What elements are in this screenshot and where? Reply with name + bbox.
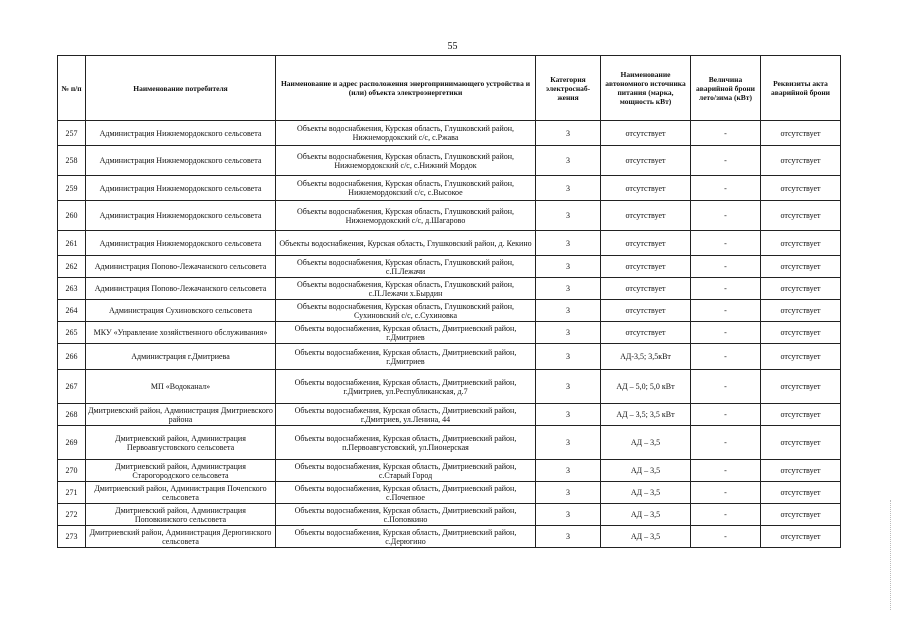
cell-consumer: Администрация Нижнемордокского сельсовета: [86, 121, 276, 146]
cell-category: 3: [536, 526, 601, 548]
cell-reserve: -: [691, 404, 761, 426]
header-reserve: Величина аварийной брони лето/зима (кВт): [691, 56, 761, 121]
cell-source: АД – 3,5: [601, 460, 691, 482]
cell-num: 261: [58, 231, 86, 256]
cell-reserve: -: [691, 344, 761, 370]
cell-act: отсутствует: [761, 404, 841, 426]
page-number: 55: [447, 41, 458, 52]
cell-object: Объекты водоснабжения, Курская область, Глушковский район, д. Кекино: [276, 231, 536, 256]
cell-act: отсутствует: [761, 370, 841, 404]
cell-consumer: Дмитриевский район, Администрация Первоавгустовского сельсовета: [86, 426, 276, 460]
cell-num: 263: [58, 278, 86, 300]
cell-reserve: -: [691, 426, 761, 460]
cell-source: отсутствует: [601, 322, 691, 344]
table-row: [58, 176, 841, 201]
cell-reserve: -: [691, 504, 761, 526]
table-row: [58, 482, 841, 504]
cell-consumer: Администрация Нижнемордокского сельсовета: [86, 231, 276, 256]
table-row: [58, 526, 841, 548]
cell-source: АД – 3,5: [601, 482, 691, 504]
cell-reserve: -: [691, 176, 761, 201]
cell-category: 3: [536, 404, 601, 426]
cell-num: 270: [58, 460, 86, 482]
cell-source: отсутствует: [601, 300, 691, 322]
cell-num: 262: [58, 256, 86, 278]
cell-category: 3: [536, 460, 601, 482]
table-row: [58, 460, 841, 482]
cell-num: 273: [58, 526, 86, 548]
cell-num: 269: [58, 426, 86, 460]
header-num: № п/п: [58, 56, 86, 121]
cell-act: отсутствует: [761, 504, 841, 526]
table-row: [58, 300, 841, 322]
cell-reserve: -: [691, 322, 761, 344]
cell-consumer: Дмитриевский район, Администрация Дмитриевского района: [86, 404, 276, 426]
cell-object: Объекты водоснабжения, Курская область, Дмитриевский район, г.Дмитриев: [276, 344, 536, 370]
cell-category: 3: [536, 370, 601, 404]
header-source: Наименование автономного источника питания (марка, мощность кВт): [601, 56, 691, 121]
cell-category: 3: [536, 231, 601, 256]
cell-reserve: -: [691, 201, 761, 231]
cell-reserve: -: [691, 146, 761, 176]
header-act: Реквизиты акта аварийной брони: [761, 56, 841, 121]
cell-act: отсутствует: [761, 256, 841, 278]
cell-category: 3: [536, 426, 601, 460]
table-row: [58, 256, 841, 278]
cell-category: 3: [536, 322, 601, 344]
cell-category: 3: [536, 278, 601, 300]
cell-consumer: Дмитриевский район, Администрация Старогородского сельсовета: [86, 460, 276, 482]
consumers-table: [57, 55, 841, 548]
table-header-row: [58, 56, 841, 121]
cell-reserve: -: [691, 300, 761, 322]
header-consumer: Наименование потребителя: [86, 56, 276, 121]
cell-object: Объекты водоснабжения, Курская область, Глушковский район, Нижнемордокский с/с, с.Нижний Мордок: [276, 146, 536, 176]
cell-act: отсутствует: [761, 482, 841, 504]
cell-consumer: Администрация Попово-Лежачанского сельсовета: [86, 256, 276, 278]
table-row: [58, 322, 841, 344]
header-object: Наименование и адрес расположения энергопринимающего устройства и (или) объекта электроэнергетики: [276, 56, 536, 121]
cell-num: 266: [58, 344, 86, 370]
cell-act: отсутствует: [761, 231, 841, 256]
cell-category: 3: [536, 201, 601, 231]
cell-act: отсутствует: [761, 146, 841, 176]
cell-source: АД – 3,5: [601, 426, 691, 460]
cell-reserve: -: [691, 231, 761, 256]
table-row: [58, 278, 841, 300]
cell-act: отсутствует: [761, 526, 841, 548]
cell-object: Объекты водоснабжения, Курская область, Дмитриевский район, с.Дерюгино: [276, 526, 536, 548]
cell-object: Объекты водоснабжения, Курская область, Глушковский район, с.П.Лежачи: [276, 256, 536, 278]
cell-source: отсутствует: [601, 121, 691, 146]
cell-consumer: Администрация Попово-Лежачанского сельсовета: [86, 278, 276, 300]
cell-object: Объекты водоснабжения, Курская область, Дмитриевский район, с.Поповкино: [276, 504, 536, 526]
header-category: Категория электроснаб-жения: [536, 56, 601, 121]
cell-num: 268: [58, 404, 86, 426]
cell-source: отсутствует: [601, 278, 691, 300]
table-row: [58, 404, 841, 426]
cell-act: отсутствует: [761, 460, 841, 482]
cell-consumer: Администрация Нижнемордокского сельсовета: [86, 201, 276, 231]
cell-consumer: Дмитриевский район, Администрация Дерюгинского сельсовета: [86, 526, 276, 548]
cell-object: Объекты водоснабжения, Курская область, Дмитриевский район, с.Почепное: [276, 482, 536, 504]
margin-mark: [890, 500, 893, 610]
cell-num: 272: [58, 504, 86, 526]
cell-reserve: -: [691, 370, 761, 404]
cell-object: Объекты водоснабжения, Курская область, Дмитриевский район, с.Старый Город: [276, 460, 536, 482]
cell-act: отсутствует: [761, 121, 841, 146]
cell-num: 257: [58, 121, 86, 146]
cell-consumer: Администрация Нижнемордокского сельсовета: [86, 146, 276, 176]
cell-act: отсутствует: [761, 426, 841, 460]
cell-num: 258: [58, 146, 86, 176]
cell-reserve: -: [691, 121, 761, 146]
cell-consumer: Администрация г.Дмитриева: [86, 344, 276, 370]
cell-object: Объекты водоснабжения, Курская область, Глушковский район, Нижнемордокский с/с, с.Высокое: [276, 176, 536, 201]
cell-object: Объекты водоснабжения, Курская область, Дмитриевский район, г.Дмитриев: [276, 322, 536, 344]
cell-category: 3: [536, 504, 601, 526]
cell-source: АД – 3,5: [601, 526, 691, 548]
cell-source: АД – 3,5: [601, 504, 691, 526]
cell-source: отсутствует: [601, 146, 691, 176]
cell-source: отсутствует: [601, 176, 691, 201]
cell-source: АД – 5,0; 5,0 кВт: [601, 370, 691, 404]
cell-num: 265: [58, 322, 86, 344]
cell-reserve: -: [691, 482, 761, 504]
cell-object: Объекты водоснабжения, Курская область, Глушковский район, Нижнемордокский с/с, с.Ржава: [276, 121, 536, 146]
cell-act: отсутствует: [761, 201, 841, 231]
cell-object: Объекты водоснабжения, Курская область, Дмитриевский район, г.Дмитриев, ул.Ленина, 44: [276, 404, 536, 426]
cell-reserve: -: [691, 278, 761, 300]
table-row: [58, 231, 841, 256]
cell-object: Объекты водоснабжения, Курская область, Дмитриевский район, г.Дмитриев, ул.Республиканская, д.7: [276, 370, 536, 404]
cell-category: 3: [536, 344, 601, 370]
cell-act: отсутствует: [761, 176, 841, 201]
cell-num: 271: [58, 482, 86, 504]
cell-act: отсутствует: [761, 278, 841, 300]
cell-source: отсутствует: [601, 201, 691, 231]
cell-consumer: Администрация Нижнемордокского сельсовета: [86, 176, 276, 201]
cell-object: Объекты водоснабжения, Курская область, Дмитриевский район, п.Первоавгустовский, ул.Пионерская: [276, 426, 536, 460]
cell-category: 3: [536, 121, 601, 146]
table-row: [58, 121, 841, 146]
cell-consumer: Дмитриевский район, Администрация Поповкинского сельсовета: [86, 504, 276, 526]
cell-num: 264: [58, 300, 86, 322]
cell-act: отсутствует: [761, 300, 841, 322]
cell-reserve: -: [691, 256, 761, 278]
cell-object: Объекты водоснабжения, Курская область, Глушковский район, Сухиновский с/с, с.Сухиновка: [276, 300, 536, 322]
cell-reserve: -: [691, 526, 761, 548]
cell-source: АД-3,5; 3,5кВт: [601, 344, 691, 370]
table-row: [58, 370, 841, 404]
cell-consumer: МКУ «Управление хозяйственного обслуживания»: [86, 322, 276, 344]
cell-consumer: Администрация Сухиновского сельсовета: [86, 300, 276, 322]
cell-act: отсутствует: [761, 344, 841, 370]
cell-source: отсутствует: [601, 231, 691, 256]
table-row: [58, 426, 841, 460]
cell-num: 267: [58, 370, 86, 404]
cell-object: Объекты водоснабжения, Курская область, Глушковский район, с.П.Лежачи х.Бырдин: [276, 278, 536, 300]
cell-act: отсутствует: [761, 322, 841, 344]
table-row: [58, 146, 841, 176]
cell-category: 3: [536, 482, 601, 504]
cell-num: 260: [58, 201, 86, 231]
cell-category: 3: [536, 300, 601, 322]
cell-consumer: МП «Водоканал»: [86, 370, 276, 404]
cell-category: 3: [536, 176, 601, 201]
cell-category: 3: [536, 146, 601, 176]
cell-source: АД – 3,5; 3,5 кВт: [601, 404, 691, 426]
table-row: [58, 201, 841, 231]
cell-category: 3: [536, 256, 601, 278]
cell-consumer: Дмитриевский район, Администрация Почепского сельсовета: [86, 482, 276, 504]
cell-source: отсутствует: [601, 256, 691, 278]
cell-object: Объекты водоснабжения, Курская область, Глушковский район, Нижнемордокский с/с, д.Шагарово: [276, 201, 536, 231]
table-row: [58, 504, 841, 526]
cell-num: 259: [58, 176, 86, 201]
cell-reserve: -: [691, 460, 761, 482]
table-row: [58, 344, 841, 370]
